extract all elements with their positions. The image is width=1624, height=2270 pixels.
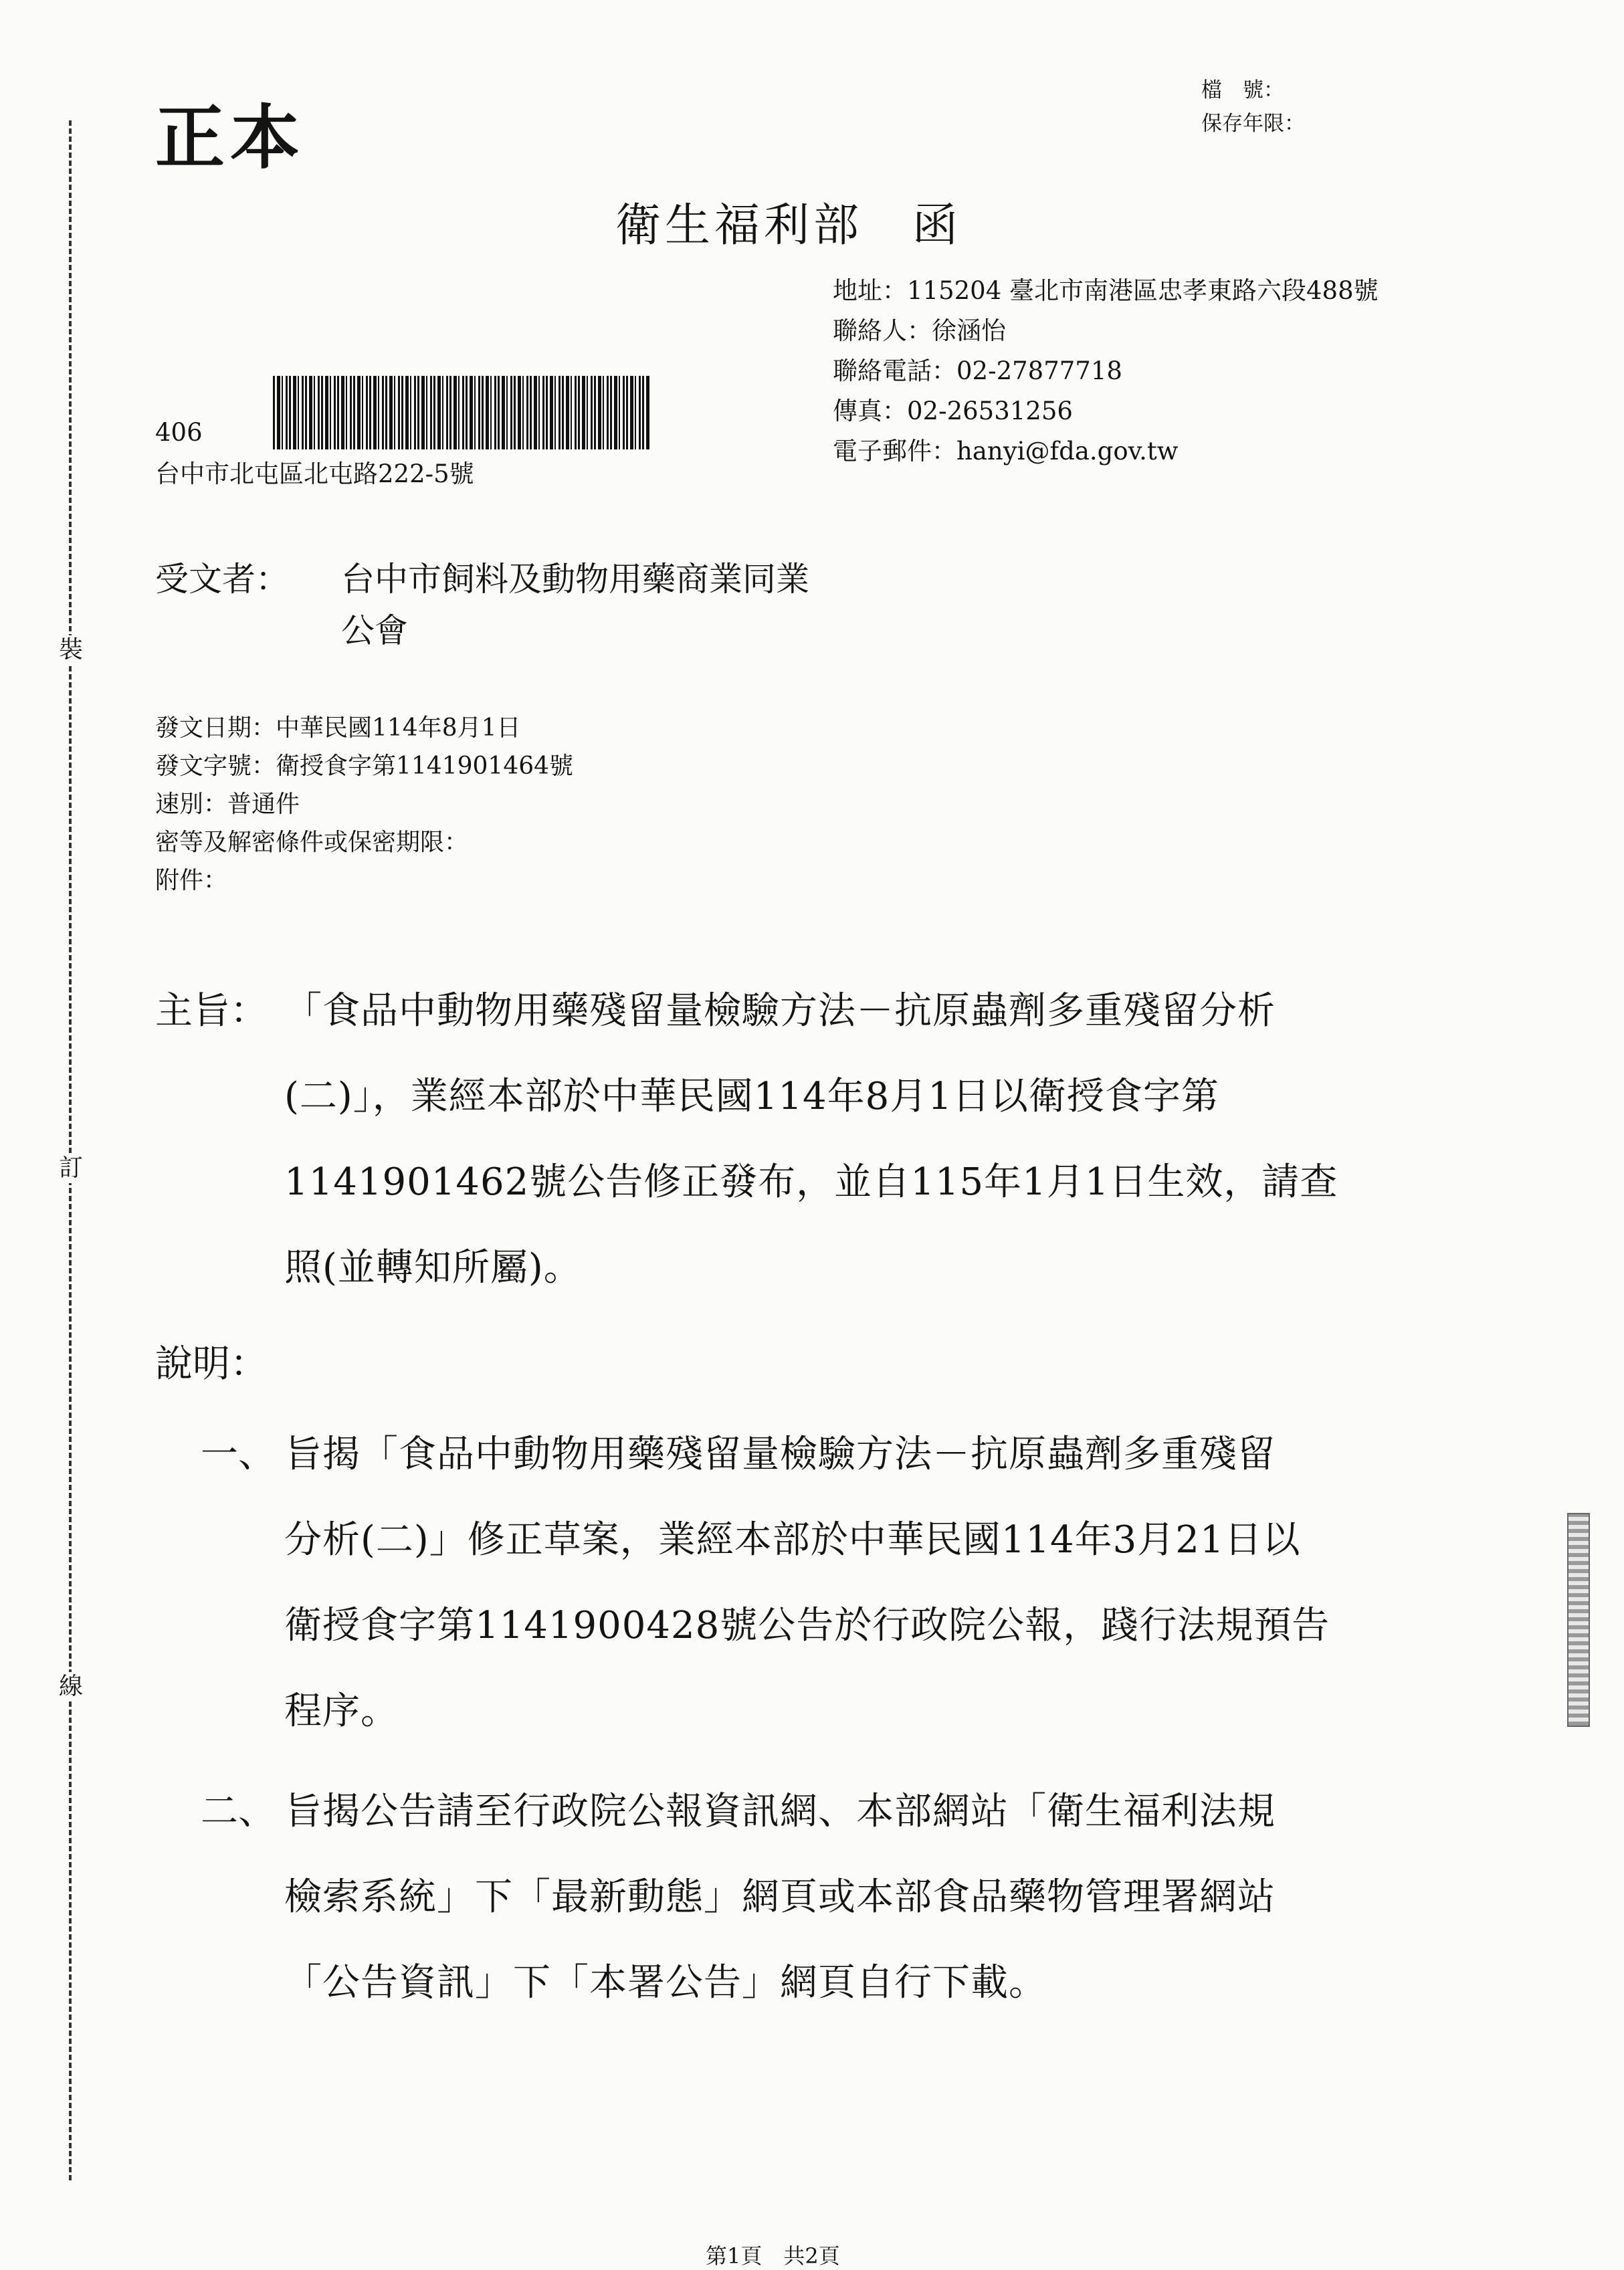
subject-label: 主旨： bbox=[155, 989, 268, 1033]
barcode bbox=[273, 376, 651, 449]
explanation-item-line: 「公告資訊」下「本署公告」網頁自行下載。 bbox=[284, 1961, 1047, 2004]
explanation-item-line: 檢索系統」下「最新動態」網頁或本部食品藥物管理署網站 bbox=[284, 1875, 1276, 1919]
recipient-postal-code: 406 bbox=[155, 418, 203, 447]
subject-line-2: (二)」，業經本部於中華民國114年8月1日以衛授食字第 bbox=[284, 1075, 1219, 1118]
file-number-label: 檔 號： bbox=[1201, 78, 1284, 102]
document-title: 衛生福利部 函 bbox=[615, 199, 962, 252]
binding-line bbox=[69, 120, 72, 2180]
recipient-label: 受文者： bbox=[155, 560, 289, 599]
attachment-label: 附件： bbox=[155, 867, 228, 894]
original-copy-stamp: 正本 bbox=[155, 96, 306, 179]
page-number-footer: 第1頁 共2頁 bbox=[706, 2243, 840, 2269]
sender-email: 電子郵件：hanyi@fda.gov.tw bbox=[833, 437, 1179, 466]
explanation-item-line: 程序。 bbox=[284, 1689, 399, 1733]
subject-line-1: 「食品中動物用藥殘留量檢驗方法－抗原蟲劑多重殘留分析 bbox=[284, 989, 1276, 1033]
explanation-item-line: 旨揭公告請至行政院公報資訊網、本部網站「衛生福利法規 bbox=[284, 1790, 1276, 1833]
retention-period-label: 保存年限： bbox=[1201, 112, 1305, 136]
subject-line-4: 照(並轉知所屬)。 bbox=[284, 1246, 582, 1289]
explanation-item-line: 衛授食字第1141900428號公告於行政院公報，踐行法規預告 bbox=[284, 1604, 1330, 1647]
document-number: 發文字號：衛授食字第1141901464號 bbox=[155, 752, 574, 780]
classification: 密等及解密條件或保密期限： bbox=[155, 829, 469, 856]
binding-mark-xian: 線 bbox=[56, 1672, 86, 1701]
issue-date: 發文日期：中華民國114年8月1日 bbox=[155, 714, 521, 742]
side-index-tab bbox=[1567, 1513, 1590, 1727]
binding-mark-zhuang: 裝 bbox=[56, 635, 86, 665]
subject-line-3: 1141901462號公告修正發布，並自115年1月1日生效，請查 bbox=[284, 1160, 1338, 1204]
sender-contact-person: 聯絡人：徐涵怡 bbox=[833, 316, 1006, 345]
delivery-speed: 速別：普通件 bbox=[155, 791, 300, 818]
sender-address: 地址：115204 臺北市南港區忠孝東路六段488號 bbox=[833, 276, 1379, 305]
recipient-address: 台中市北屯區北屯路222-5號 bbox=[155, 459, 474, 488]
explanation-item-line: 旨揭「食品中動物用藥殘留量檢驗方法－抗原蟲劑多重殘留 bbox=[284, 1433, 1276, 1476]
explanation-item-number: 一、 bbox=[201, 1433, 276, 1476]
explanation-item-line: 分析(二)」修正草案，業經本部於中華民國114年3月21日以 bbox=[284, 1518, 1301, 1562]
sender-phone: 聯絡電話：02-27877718 bbox=[833, 356, 1122, 385]
sender-fax: 傳真：02-26531256 bbox=[833, 397, 1073, 425]
binding-mark-ding: 訂 bbox=[56, 1154, 86, 1183]
explanation-label: 說明： bbox=[155, 1342, 268, 1386]
recipient-name-line2: 公會 bbox=[341, 611, 408, 650]
recipient-name-line1: 台中市飼料及動物用藥商業同業 bbox=[341, 560, 809, 599]
explanation-item-number: 二、 bbox=[201, 1790, 276, 1833]
